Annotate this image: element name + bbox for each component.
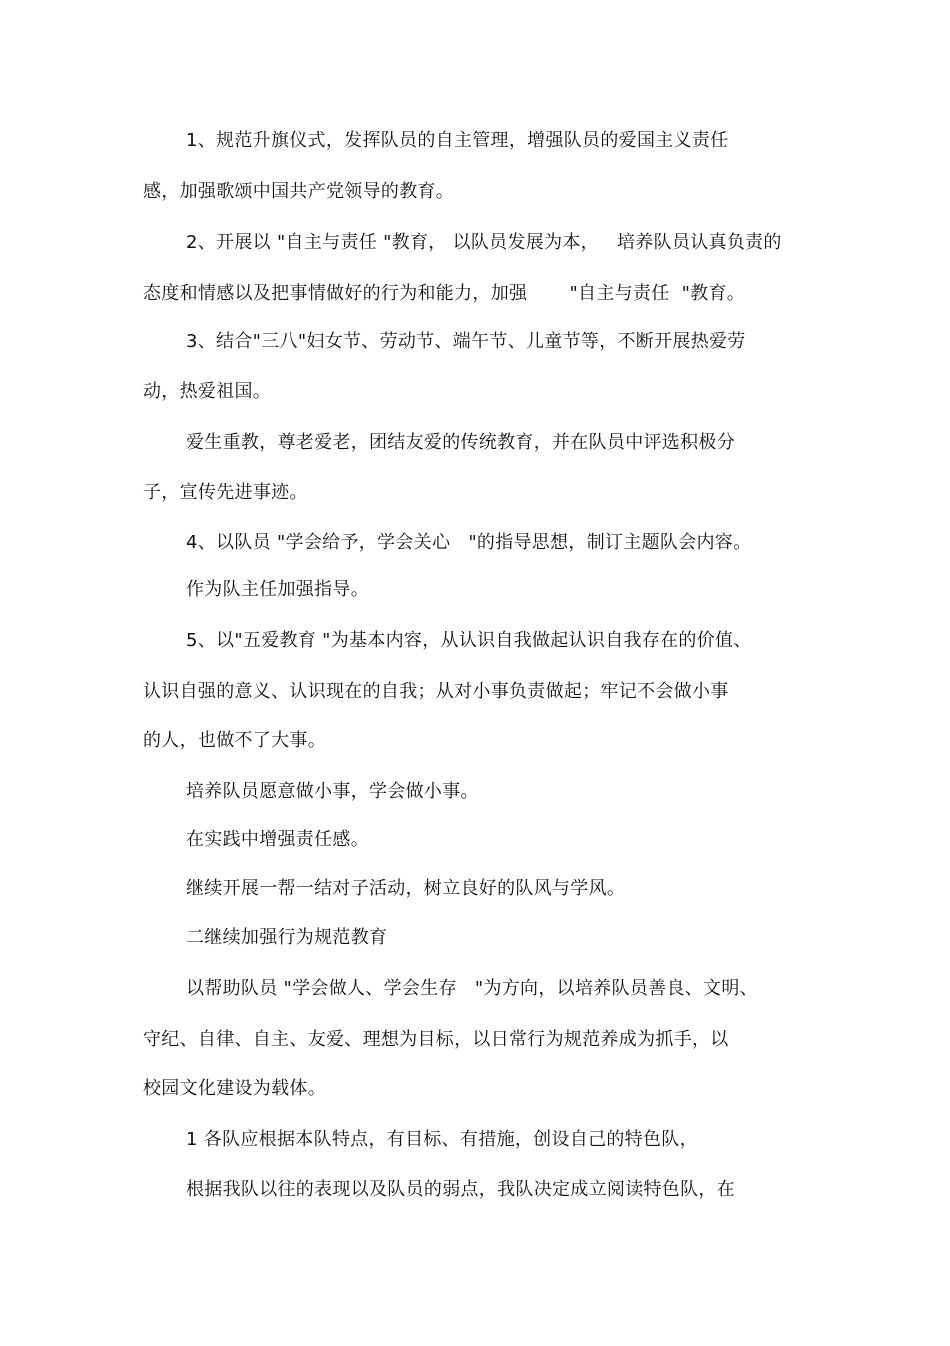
text-line: 的人，也做不了大事。: [143, 730, 326, 751]
text-line: 3、结合"三八"妇女节、劳动节、端午节、儿童节等，不断开展热爱劳: [186, 331, 746, 352]
text-line: 1、规范升旗仪式，发挥队员的自主管理，增强队员的爱国主义责任: [186, 130, 729, 151]
text-line: 在实践中增强责任感。: [186, 829, 369, 850]
text-line: 4、以队员 "学会给予，学会关心 "的指导思想，制订主题队会内容。: [186, 532, 752, 553]
text-line: 校园文化建设为载体。: [143, 1078, 326, 1099]
section-heading: 二继续加强行为规范教育: [186, 927, 388, 948]
text-line: 态度和情感以及把事情做好的行为和能力，加强 "自主与责任 "教育。: [143, 283, 746, 304]
text-line: 子，宣传先进事迹。: [143, 482, 308, 503]
text-line: 以帮助队员 "学会做人、学会生存 "为方向，以培养队员善良、文明、: [186, 978, 758, 999]
text-line: 2、开展以 "自主与责任 "教育， 以队员发展为本， 培养队员认真负责的: [186, 232, 782, 253]
text-line: 1 各队应根据本队特点，有目标、有措施，创设自己的特色队，: [186, 1129, 698, 1150]
text-line: 动，热爱祖国。: [143, 381, 272, 402]
text-line: 继续开展一帮一结对子活动，树立良好的队风与学风。: [186, 878, 626, 899]
text-line: 认识自强的意义、认识现在的自我；从对小事负责做起；牢记不会做小事: [143, 681, 729, 702]
text-line: 5、以"五爱教育 "为基本内容，从认识自我做起认识自我存在的价值、: [186, 630, 752, 651]
text-line: 爱生重教，尊老爱老，团结友爱的传统教育，并在队员中评选积极分: [186, 432, 735, 453]
text-line: 感，加强歌颂中国共产党领导的教育。: [143, 181, 455, 202]
text-line: 根据我队以往的表现以及队员的弱点，我队决定成立阅读特色队，在: [186, 1179, 735, 1200]
text-line: 作为队主任加强指导。: [186, 579, 369, 600]
text-line: 培养队员愿意做小事，学会做小事。: [186, 781, 479, 802]
text-line: 守纪、自律、自主、友爱、理想为目标，以日常行为规范养成为抓手，以: [143, 1029, 729, 1050]
